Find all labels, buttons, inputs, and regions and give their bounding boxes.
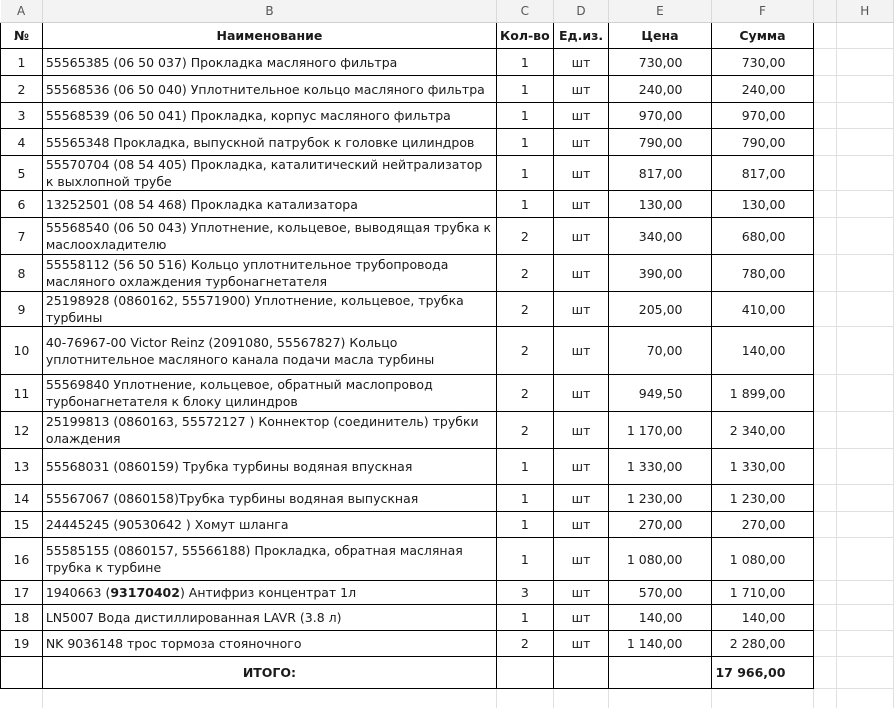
empty-cell[interactable] <box>836 605 893 631</box>
empty-cell[interactable] <box>814 255 836 292</box>
price-cell[interactable]: 1 140,00 <box>609 631 711 657</box>
table-row <box>1 156 894 191</box>
empty-cell[interactable] <box>814 538 836 581</box>
total-label[interactable]: ИТОГО: <box>42 657 496 689</box>
item-name-bold-part: 93170402 <box>110 585 180 600</box>
table-row <box>1 449 894 485</box>
empty-cell[interactable] <box>836 156 893 191</box>
item-name-cell[interactable] <box>42 581 496 605</box>
sum-cell[interactable]: 140,00 <box>711 327 814 375</box>
column-header[interactable]: C <box>497 0 554 23</box>
sum-cell[interactable]: 1 080,00 <box>711 538 814 581</box>
item-name-part: 1940663 ( <box>45 585 111 600</box>
item-name-cell[interactable]: 24445245 (90530642 ) Хомут шланга <box>42 512 496 538</box>
sum-cell[interactable]: 1 330,00 <box>711 449 814 485</box>
quantity-cell[interactable]: 1 <box>497 49 554 76</box>
empty-cell[interactable] <box>814 76 836 103</box>
column-header[interactable]: D <box>553 0 609 23</box>
table-row <box>1 412 894 449</box>
table-row <box>1 103 894 129</box>
row-number-cell[interactable]: 19 <box>1 631 43 657</box>
table-row <box>1 485 894 512</box>
table-row <box>1 581 894 605</box>
header-price[interactable]: Цена <box>609 23 711 49</box>
price-cell[interactable]: 140,00 <box>609 605 711 631</box>
price-cell[interactable]: 240,00 <box>609 76 711 103</box>
item-name-cell[interactable]: 55570704 (08 54 405) Прокладка, каталитический нейтрализатор к выхлопной трубе <box>42 156 496 191</box>
empty-cell[interactable] <box>711 689 814 708</box>
empty-cell[interactable] <box>609 657 711 689</box>
empty-cell[interactable] <box>814 292 836 327</box>
unit-cell[interactable]: шт <box>553 191 609 218</box>
quantity-cell[interactable]: 1 <box>497 191 554 218</box>
empty-cell[interactable] <box>836 485 893 512</box>
quantity-cell[interactable]: 1 <box>497 485 554 512</box>
item-name-cell[interactable]: 25198928 (0860162, 55571900) Уплотнение, кольцевое, трубка турбины <box>42 292 496 327</box>
item-name-cell[interactable]: 25199813 (0860163, 55572127 ) Коннектор (соединитель) трубки олаждения <box>42 412 496 449</box>
column-header[interactable]: E <box>609 0 711 23</box>
empty-cell[interactable] <box>814 412 836 449</box>
row-number-cell[interactable]: 11 <box>1 375 43 412</box>
empty-cell[interactable] <box>814 218 836 255</box>
empty-cell[interactable] <box>42 689 496 708</box>
price-cell[interactable]: 340,00 <box>609 218 711 255</box>
row-number-cell[interactable]: 9 <box>1 292 43 327</box>
sum-cell[interactable]: 140,00 <box>711 605 814 631</box>
item-name-cell[interactable]: 55567067 (0860158)Трубка турбины водяная выпускная <box>42 485 496 512</box>
row-number-cell[interactable]: 2 <box>1 76 43 103</box>
item-name-cell[interactable]: LN5007 Вода дистиллированная LAVR (3.8 л) <box>42 605 496 631</box>
empty-cell[interactable] <box>814 485 836 512</box>
row-number-cell[interactable]: 17 <box>1 581 43 605</box>
row-number-cell[interactable]: 6 <box>1 191 43 218</box>
item-name-cell[interactable]: 55585155 (0860157, 55566188) Прокладка, обратная масляная трубка к турбине <box>42 538 496 581</box>
price-cell[interactable]: 1 080,00 <box>609 538 711 581</box>
empty-cell[interactable] <box>836 631 893 657</box>
empty-cell[interactable] <box>836 327 893 375</box>
unit-cell[interactable]: шт <box>553 292 609 327</box>
row-number-cell[interactable]: 16 <box>1 538 43 581</box>
row-number-cell[interactable]: 8 <box>1 255 43 292</box>
unit-cell[interactable]: шт <box>553 156 609 191</box>
price-cell[interactable]: 1 230,00 <box>609 485 711 512</box>
item-name-cell[interactable]: 55568536 (06 50 040) Уплотнительное кольцо масляного фильтра <box>42 76 496 103</box>
item-name-cell[interactable]: NK 9036148 трос тормоза стояночного <box>42 631 496 657</box>
price-cell[interactable]: 205,00 <box>609 292 711 327</box>
sum-cell[interactable]: 780,00 <box>711 255 814 292</box>
empty-cell[interactable] <box>836 76 893 103</box>
table-header-row <box>1 23 894 49</box>
sum-cell[interactable]: 790,00 <box>711 129 814 156</box>
row-number-cell[interactable]: 10 <box>1 327 43 375</box>
empty-cell[interactable] <box>836 538 893 581</box>
quantity-cell[interactable]: 2 <box>497 631 554 657</box>
row-number-cell[interactable]: 15 <box>1 512 43 538</box>
table-row <box>1 76 894 103</box>
empty-cell[interactable] <box>836 129 893 156</box>
table-row <box>1 631 894 657</box>
unit-cell[interactable]: шт <box>553 412 609 449</box>
row-number-cell[interactable]: 18 <box>1 605 43 631</box>
unit-cell[interactable]: шт <box>553 49 609 76</box>
empty-cell[interactable] <box>497 657 554 689</box>
empty-cell[interactable] <box>814 375 836 412</box>
unit-cell[interactable]: шт <box>553 512 609 538</box>
empty-cell[interactable] <box>836 375 893 412</box>
table-row <box>1 512 894 538</box>
empty-cell[interactable] <box>836 689 893 708</box>
table-row <box>1 49 894 76</box>
row-number-cell[interactable]: 14 <box>1 485 43 512</box>
item-name-cell[interactable]: 55568031 (0860159) Трубка турбины водяная впускная <box>42 449 496 485</box>
empty-cell[interactable] <box>836 218 893 255</box>
price-cell[interactable]: 1 330,00 <box>609 449 711 485</box>
sum-cell[interactable]: 730,00 <box>711 49 814 76</box>
empty-cell[interactable] <box>814 103 836 129</box>
price-cell[interactable]: 130,00 <box>609 191 711 218</box>
empty-cell[interactable] <box>609 689 711 708</box>
sum-cell[interactable]: 410,00 <box>711 292 814 327</box>
empty-cell[interactable] <box>814 49 836 76</box>
table-row <box>1 218 894 255</box>
empty-cell[interactable] <box>836 255 893 292</box>
quantity-cell[interactable]: 2 <box>497 218 554 255</box>
table-row <box>1 129 894 156</box>
table-row <box>1 191 894 218</box>
item-name-cell[interactable]: 55565348 Прокладка, выпускной патрубок к головке цилиндров <box>42 129 496 156</box>
price-cell[interactable]: 570,00 <box>609 581 711 605</box>
unit-cell[interactable]: шт <box>553 538 609 581</box>
unit-cell[interactable]: шт <box>553 103 609 129</box>
empty-cell[interactable] <box>836 512 893 538</box>
table-row <box>1 375 894 412</box>
quantity-cell[interactable]: 2 <box>497 412 554 449</box>
item-name-cell[interactable]: 13252501 (08 54 468) Прокладка катализатора <box>42 191 496 218</box>
sum-cell[interactable]: 680,00 <box>711 218 814 255</box>
sum-cell[interactable]: 1 899,00 <box>711 375 814 412</box>
unit-cell[interactable]: шт <box>553 218 609 255</box>
empty-cell[interactable] <box>814 129 836 156</box>
item-name-part: ) Антифриз концентрат 1л <box>179 585 357 600</box>
empty-cell[interactable] <box>497 689 554 708</box>
unit-cell[interactable]: шт <box>553 605 609 631</box>
table-row <box>1 255 894 292</box>
column-header[interactable]: B <box>42 0 496 23</box>
empty-cell[interactable] <box>814 327 836 375</box>
item-name-cell[interactable]: 55569840 Уплотнение, кольцевое, обратный маслопровод турбонагнетателя к блоку цилиндров <box>42 375 496 412</box>
quantity-cell[interactable]: 2 <box>497 255 554 292</box>
empty-cell[interactable] <box>836 657 893 689</box>
quantity-cell[interactable]: 2 <box>497 375 554 412</box>
row-number-cell[interactable]: 4 <box>1 129 43 156</box>
price-cell[interactable]: 970,00 <box>609 103 711 129</box>
quantity-cell[interactable]: 3 <box>497 581 554 605</box>
item-name-cell[interactable]: 40-76967-00 Victor Reinz (2091080, 55567827) Кольцо уплотнительное масляного канала подачи масла турбины <box>42 327 496 375</box>
column-header[interactable]: A <box>1 0 43 23</box>
sum-cell[interactable]: 970,00 <box>711 103 814 129</box>
sum-cell[interactable]: 1 710,00 <box>711 581 814 605</box>
empty-cell[interactable] <box>1 657 43 689</box>
header-name[interactable]: Наименование <box>42 23 496 49</box>
quantity-cell[interactable]: 2 <box>497 292 554 327</box>
total-value[interactable]: 17 966,00 <box>711 657 814 689</box>
empty-cell[interactable] <box>814 191 836 218</box>
unit-cell[interactable]: шт <box>553 449 609 485</box>
table-row <box>1 538 894 581</box>
sum-cell[interactable]: 130,00 <box>711 191 814 218</box>
empty-cell[interactable] <box>836 191 893 218</box>
empty-cell[interactable] <box>836 412 893 449</box>
price-cell[interactable]: 817,00 <box>609 156 711 191</box>
sum-cell[interactable]: 270,00 <box>711 512 814 538</box>
price-cell[interactable]: 1 170,00 <box>609 412 711 449</box>
table-row <box>1 292 894 327</box>
column-header[interactable]: F <box>711 0 814 23</box>
header-sum[interactable]: Сумма <box>711 23 814 49</box>
empty-cell[interactable] <box>836 103 893 129</box>
unit-cell[interactable]: шт <box>553 76 609 103</box>
quantity-cell[interactable]: 1 <box>497 129 554 156</box>
column-header-row <box>1 0 894 23</box>
empty-cell[interactable] <box>814 23 836 49</box>
quantity-cell[interactable]: 1 <box>497 156 554 191</box>
empty-cell[interactable] <box>553 689 609 708</box>
row-number-cell[interactable]: 13 <box>1 449 43 485</box>
empty-cell[interactable] <box>836 581 893 605</box>
empty-cell[interactable] <box>836 23 893 49</box>
empty-cell[interactable] <box>814 156 836 191</box>
price-cell[interactable]: 70,00 <box>609 327 711 375</box>
quantity-cell[interactable]: 1 <box>497 512 554 538</box>
price-cell[interactable]: 390,00 <box>609 255 711 292</box>
quantity-cell[interactable]: 2 <box>497 327 554 375</box>
header-unit[interactable]: Ед.из. <box>553 23 609 49</box>
row-number-cell[interactable]: 7 <box>1 218 43 255</box>
total-row <box>1 657 894 689</box>
quantity-cell[interactable]: 1 <box>497 76 554 103</box>
sum-cell[interactable]: 2 340,00 <box>711 412 814 449</box>
item-name-cell[interactable]: 55568539 (06 50 041) Прокладка, корпус масляного фильтра <box>42 103 496 129</box>
row-number-cell[interactable]: 3 <box>1 103 43 129</box>
unit-cell[interactable]: шт <box>553 631 609 657</box>
empty-row <box>1 689 894 708</box>
unit-cell[interactable]: шт <box>553 581 609 605</box>
row-number-cell[interactable]: 1 <box>1 49 43 76</box>
sum-cell[interactable]: 240,00 <box>711 76 814 103</box>
item-name-cell[interactable]: 55565385 (06 50 037) Прокладка масляного фильтра <box>42 49 496 76</box>
row-number-cell[interactable]: 12 <box>1 412 43 449</box>
empty-cell[interactable] <box>836 49 893 76</box>
price-cell[interactable]: 790,00 <box>609 129 711 156</box>
sum-cell[interactable]: 1 230,00 <box>711 485 814 512</box>
sum-cell[interactable]: 2 280,00 <box>711 631 814 657</box>
item-name-cell[interactable]: 55568540 (06 50 043) Уплотнение, кольцевое, выводящая трубка к маслоохладителю <box>42 218 496 255</box>
empty-cell[interactable] <box>814 631 836 657</box>
unit-cell[interactable]: шт <box>553 129 609 156</box>
column-header[interactable] <box>814 0 836 23</box>
empty-cell[interactable] <box>814 449 836 485</box>
quantity-cell[interactable]: 1 <box>497 103 554 129</box>
table-row <box>1 605 894 631</box>
empty-cell[interactable] <box>814 581 836 605</box>
empty-cell[interactable] <box>836 292 893 327</box>
unit-cell[interactable]: шт <box>553 375 609 412</box>
empty-cell[interactable] <box>1 689 43 708</box>
column-header[interactable]: H <box>836 0 893 23</box>
unit-cell[interactable]: шт <box>553 255 609 292</box>
quantity-cell[interactable]: 1 <box>497 605 554 631</box>
header-qty[interactable]: Кол-во <box>497 23 554 49</box>
row-number-cell[interactable]: 5 <box>1 156 43 191</box>
quantity-cell[interactable]: 1 <box>497 538 554 581</box>
empty-cell[interactable] <box>836 449 893 485</box>
unit-cell[interactable]: шт <box>553 327 609 375</box>
price-cell[interactable]: 730,00 <box>609 49 711 76</box>
table-row <box>1 327 894 375</box>
quantity-cell[interactable]: 1 <box>497 449 554 485</box>
empty-cell[interactable] <box>553 657 609 689</box>
price-cell[interactable]: 949,50 <box>609 375 711 412</box>
empty-cell[interactable] <box>814 605 836 631</box>
empty-cell[interactable] <box>814 689 836 708</box>
sum-cell[interactable]: 817,00 <box>711 156 814 191</box>
empty-cell[interactable] <box>814 657 836 689</box>
item-name-cell[interactable]: 55558112 (56 50 516) Кольцо уплотнительное трубопровода масляного охлаждения турбонагнетателя <box>42 255 496 292</box>
price-cell[interactable]: 270,00 <box>609 512 711 538</box>
empty-cell[interactable] <box>814 512 836 538</box>
unit-cell[interactable]: шт <box>553 485 609 512</box>
header-num[interactable]: № <box>1 23 43 49</box>
